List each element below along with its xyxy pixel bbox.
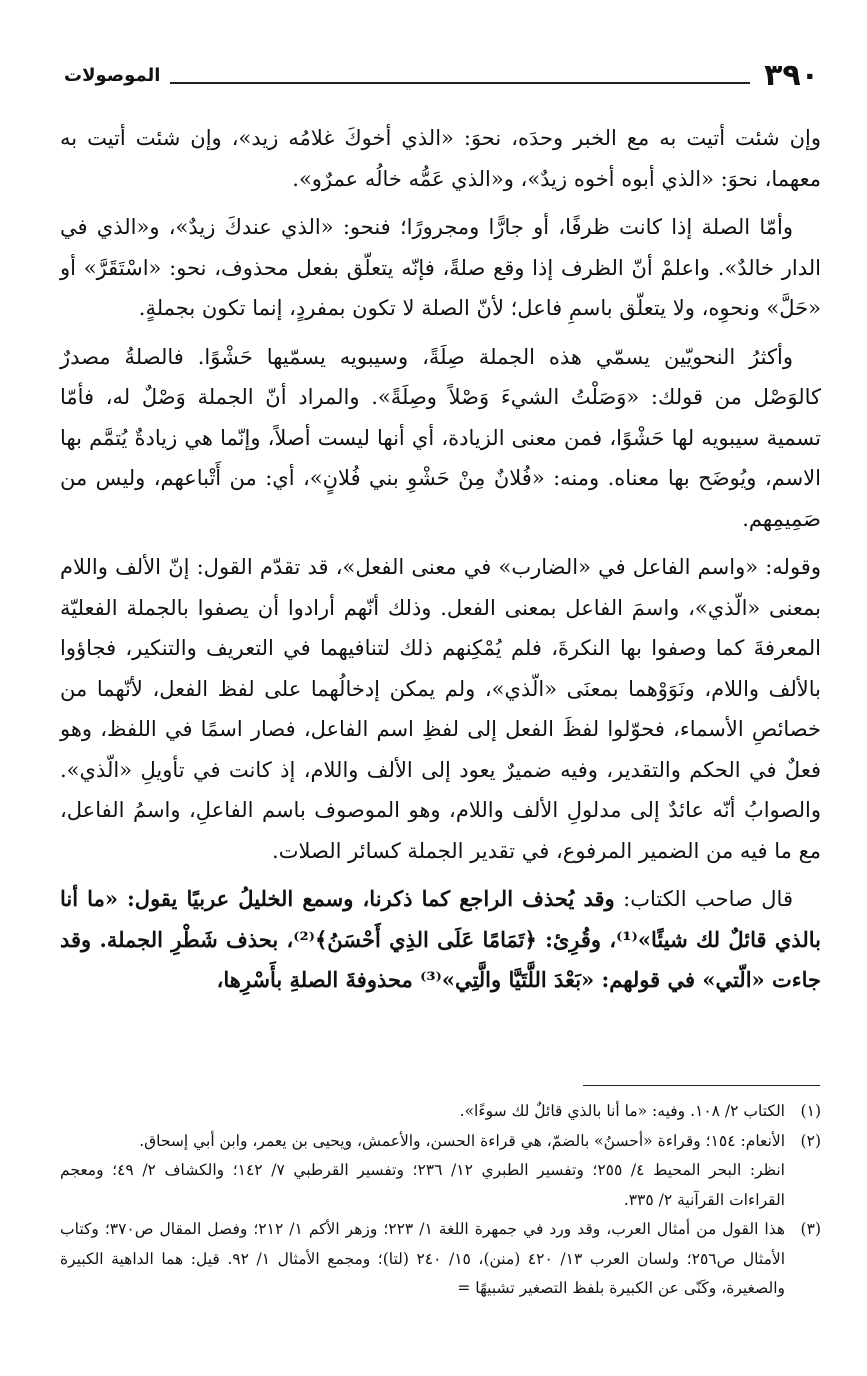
paragraph: وقوله: «واسم الفاعل في «الضارب» في معنى الفعل»، قد تقدّم القول: إنّ الألف واللام بمعنى «الّذي»، واسمَ الفاعل بمعنى الفعل. وذلك أنّهم أرادوا أن يصفوا بالجملة الفعليّة المعرفةَ كما وصفوا بها النكرةَ، فلم يُمْكِنهم ذلك لتنافيهما في التعريف والتنكير، فجاؤوا بالألف واللام، ونَوَوْهما بمعنَى «الّذي»، ولم يمكن إدخالُهما على لفظ الفعل، لأنّهما من خصائصِ الأسماء، فحوّلوا لفظَ الفعل إلى لفظِ اسم الفاعل، فصار اسمًا في اللفظ، وهو فعلٌ في الحكم والتقدير، وفيه ضميرٌ يعود إلى الألف واللام، إذ كانت في تأويلِ «الّذي». والصوابُ أنّه عائدٌ إلى مدلولِ الألف واللام، وهو الموصوف باسم الفاعلِ، واسمُ الفاعل، مع ما فيه من الضمير المرفوع، في تقدير الجملة كسائر الصلات.	[60, 555, 821, 863]
page-number: ٣٩٠	[764, 58, 819, 93]
header-rule	[170, 82, 750, 84]
paragraph: وأكثرُ النحويّين يسمّي هذه الجملة صِلَةً، وسيبويه يسمّيها حَشْوًا. فالصلةُ مصدرٌ كالوَصْل من قولك: «وَصَلْتُ الشيءَ وَصْلاً وصِلَةً». والمراد أنّ الجملة وَصْلٌ له، فأمّا تسمية سيبويه لها حَشْوًا، فمن معنى الزيادة، أي أنها ليست أصلاً، وإنّما هي زيادةٌ يُتمَّم بها الاسم، ويُوضَح بها معناه. ومنه: «فُلانٌ مِنْ حَشْوِ بني فُلانٍ»، أي: من أَتْباعهم، وليس من صَمِيمِهم.	[60, 344, 821, 531]
footnotes	[60, 1097, 821, 1304]
footnote	[60, 1127, 821, 1216]
footnote	[60, 1097, 821, 1127]
main-text	[60, 118, 821, 1009]
footnote-line: انظر: البحر المحيط ٤/ ٢٥٥؛ وتفسير الطبري ١٢/ ٢٣٦؛ وتفسير القرطبي ٧/ ١٤٢؛ والكشاف ٢/ ٤٩؛ ومعجم القراءات القرآنية ٢/ ٣٣٥.	[60, 1161, 785, 1209]
footnote-text: هذا القول من أمثال العرب، وقد ورد في جمهرة اللغة ١/ ٢٢٣؛ وزهر الأكم ١/ ٢١٢؛ وفصل المقال ص٣٧٠؛ وكتاب الأمثال ص٢٥٦؛ ولسان العرب ١٣/ ٤٢٠ (منن)، ١٥/ ٢٤٠ (لتا)؛ ومجمع الأمثال ١/ ٩٢. قيل: هما الداهية الكبيرة والصغيرة، وكَنّى عن الكبيرة بلفظ التصغير تشبيهًا =	[60, 1220, 786, 1297]
footnote-number: (٣)	[800, 1220, 821, 1238]
paragraph: وإن شئت أتيت به مع الخبر وحدَه، نحوَ: «الذي أخوكَ غلامُه زيد»، وإن شئت أتيت به معهما، نحوَ: «الذي أبوه أخوه زيدٌ»، و«الذي عَمُّه خالُه عمرٌو».	[60, 126, 821, 191]
footnote-number: (١)	[800, 1102, 821, 1120]
quote-text: وقد يُحذف الراجع كما ذكرنا، وسمع الخليلُ عربيًا يقول: «ما أنا بالذي قائلٌ لك شيئًا»⁽¹⁾، وقُرِئ: ﴿تَمَامًا عَلَى الذِي أَحْسَنُ﴾⁽²⁾، بحذف شَطْرِ الجملة. وقد جاءت «الّتي» في قولهم: «بَعْدَ اللَّتَيَّا والَّتِي»⁽³⁾ محذوفةَ الصلةِ بأَسْرِها،	[60, 886, 821, 992]
running-title: الموصولات	[64, 65, 161, 86]
page-header	[64, 58, 819, 94]
footnote-line: الأنعام: ١٥٤؛ وقراءة «أحسنُ» بالضمّ، هي قراءة الحسن، والأعمش، ويحيى بن يعمر، وابن أبي إسحاق.	[139, 1131, 785, 1150]
paragraph: وأمّا الصلة إذا كانت ظرفًا، أو جارًّا ومجرورًا؛ فنحو: «الذي عندكَ زيدٌ»، و«الذي في الدار خالدٌ». واعلمْ أنّ الظرف إذا وقع صلةً، فإنّه يتعلّق بفعل محذوف، نحو: «اسْتَقَرَّ» أو «حَلَّ» ونحوِه، ولا يتعلّق باسمِ فاعل؛ لأنّ الصلة لا تكون بمفردٍ، إنما تكون بجملةٍ.	[60, 215, 821, 320]
footnote-separator	[583, 1085, 820, 1086]
quoted-passage	[60, 879, 821, 1001]
quote-lead: قال صاحب الكتاب:	[614, 887, 793, 911]
footnote	[60, 1215, 821, 1304]
footnote-text	[60, 1127, 785, 1216]
footnote-text: الكتاب ٢/ ١٠٨. وفيه: «ما أنا بالذي قائلٌ لك سوءًا».	[459, 1102, 785, 1120]
footnote-number: (٢)	[800, 1131, 821, 1150]
